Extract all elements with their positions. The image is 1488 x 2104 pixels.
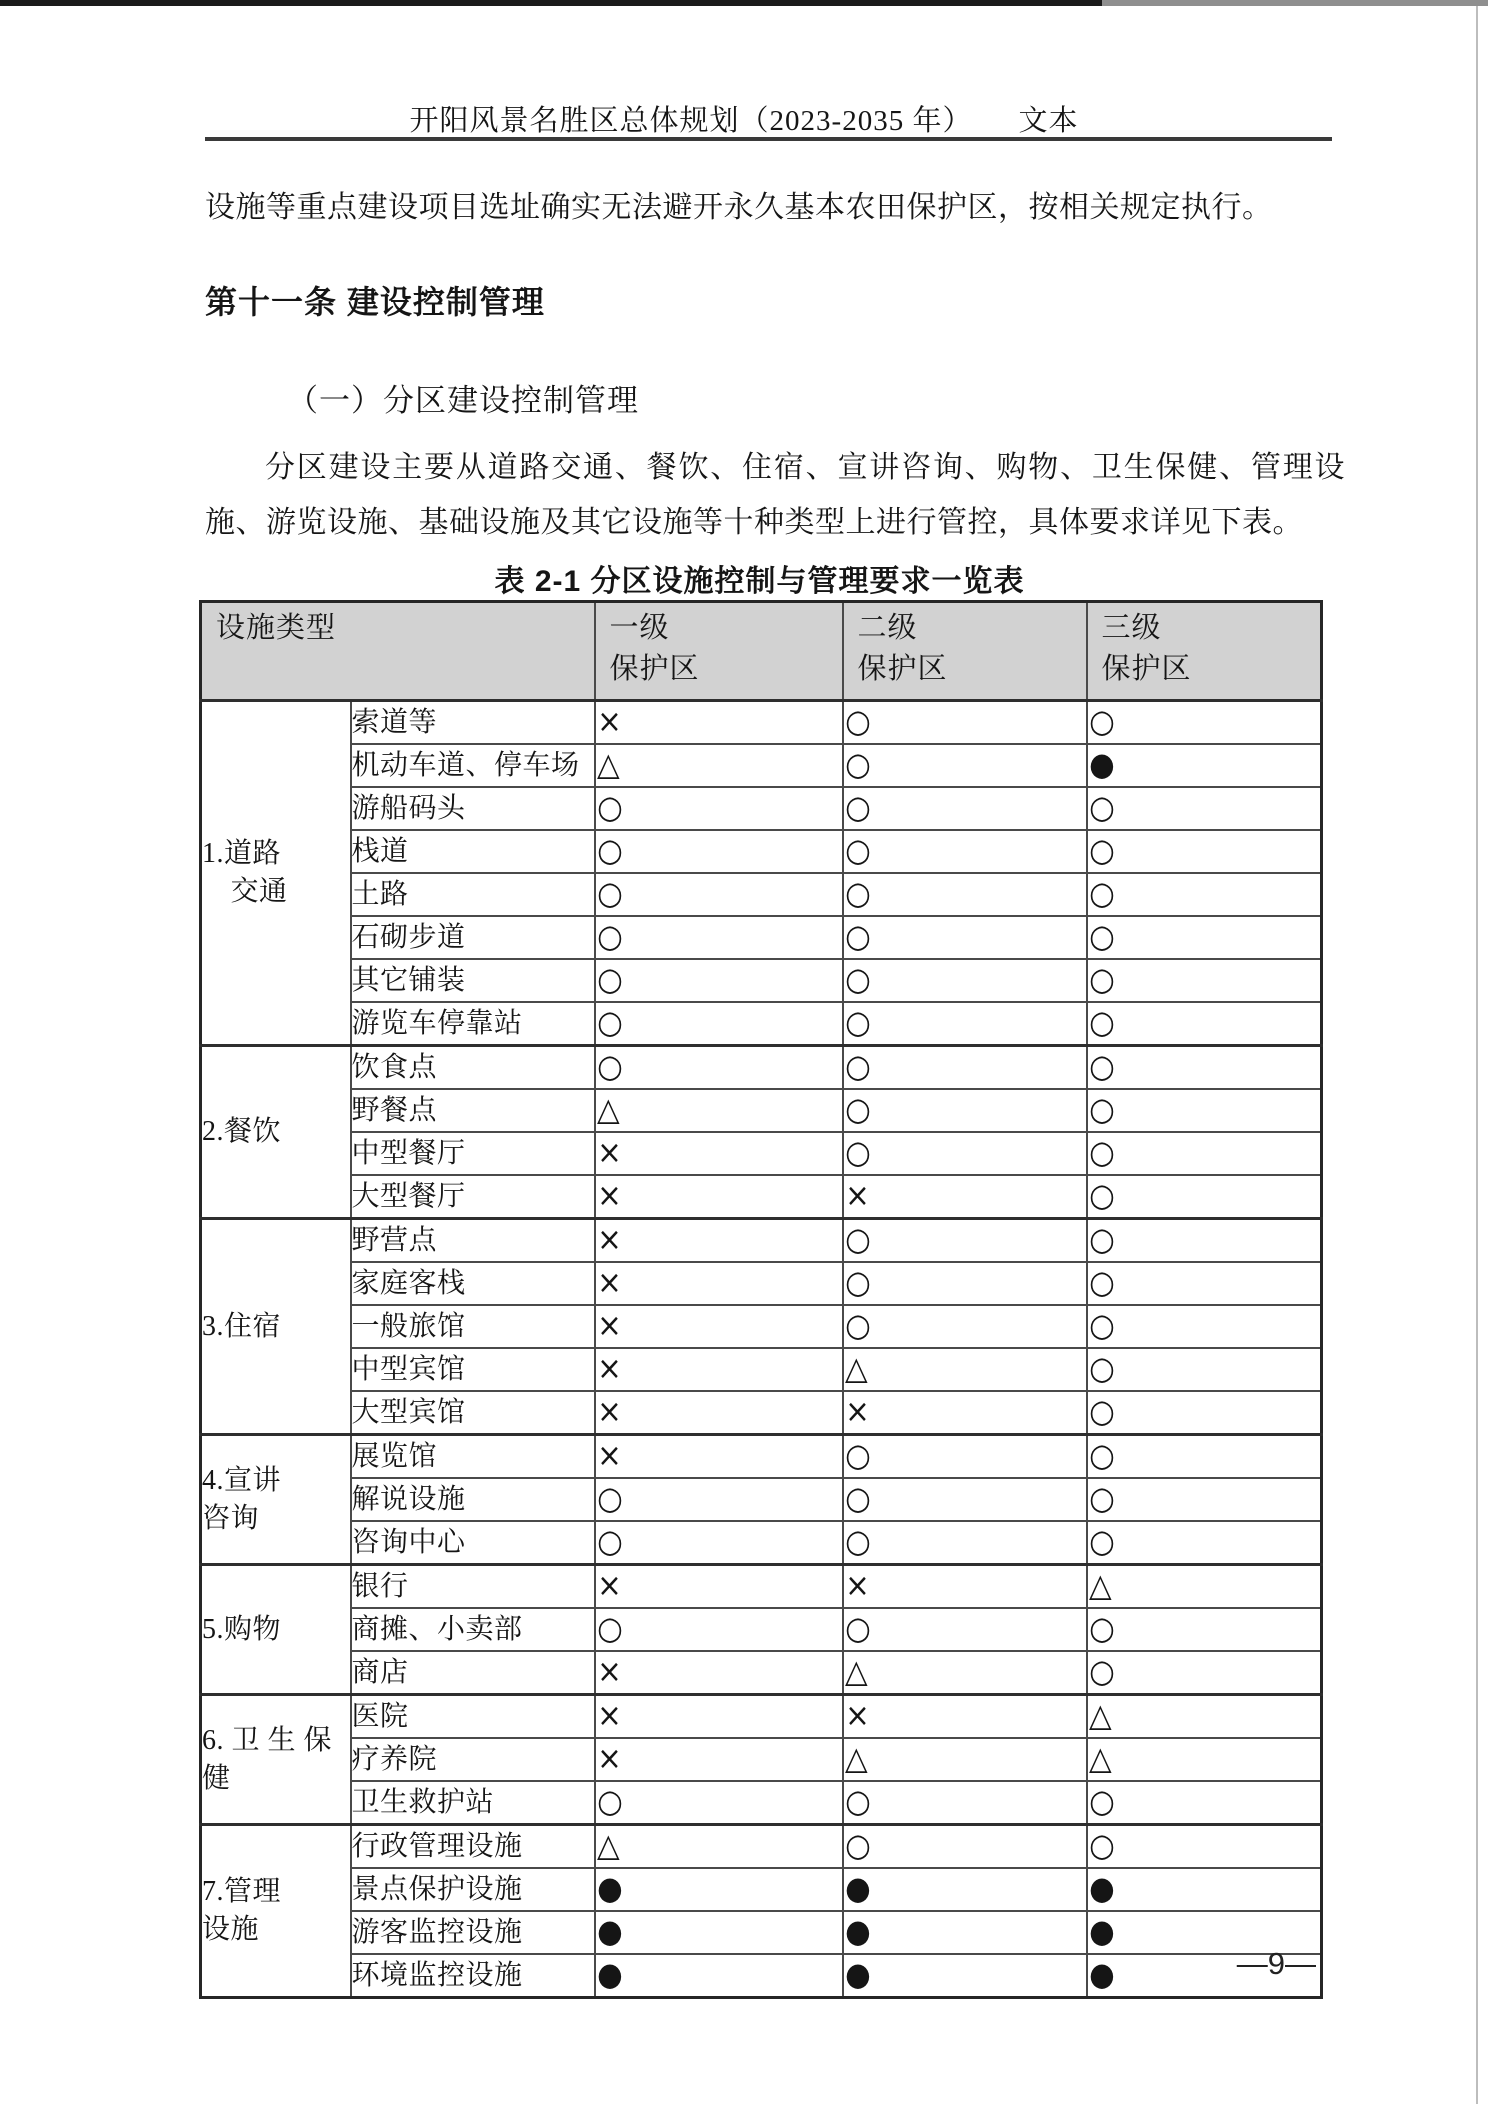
symbol-cell-l2 — [843, 1868, 1087, 1911]
control-symbol: × — [596, 1349, 622, 1387]
symbol-cell-l1 — [595, 1825, 843, 1869]
symbol-cell-l2 — [843, 1391, 1087, 1435]
control-symbol: ○ — [844, 1220, 871, 1258]
facility-item-cell: 石砌步道 — [351, 916, 595, 959]
symbol-cell-l3 — [1087, 1089, 1322, 1132]
control-symbol: × — [844, 1176, 870, 1214]
facility-item-cell: 野营点 — [351, 1219, 595, 1263]
control-symbol: ○ — [1088, 831, 1115, 869]
control-symbol: ○ — [596, 874, 623, 912]
paragraph-continuation: 设施等重点建设项目选址确实无法避开永久基本农田保护区，按相关规定执行。 — [205, 191, 1273, 224]
control-symbol: ○ — [844, 1047, 871, 1085]
facility-item-cell: 行政管理设施 — [351, 1825, 595, 1869]
control-symbol: ○ — [844, 702, 871, 740]
control-symbol: × — [596, 1263, 622, 1301]
category-line: 6. 卫 生 保 — [202, 1724, 333, 1756]
facility-item-cell: 解说设施 — [351, 1478, 595, 1521]
table-row — [201, 1002, 1322, 1046]
symbol-cell-l1 — [595, 1738, 843, 1781]
facility-item-cell: 卫生救护站 — [351, 1781, 595, 1825]
category-line: 交通 — [202, 876, 288, 907]
facility-item-cell: 环境监控设施 — [351, 1954, 595, 1998]
symbol-cell-l3 — [1087, 916, 1322, 959]
control-symbol: ○ — [596, 917, 623, 955]
control-symbol: ○ — [1088, 1479, 1115, 1517]
control-symbol: ○ — [1088, 1306, 1115, 1344]
symbol-cell-l3 — [1087, 1435, 1322, 1479]
control-symbol: ○ — [844, 1436, 871, 1474]
control-symbol: ○ — [1088, 1090, 1115, 1128]
control-symbol: ○ — [1088, 917, 1115, 955]
symbol-cell-l2 — [843, 873, 1087, 916]
control-symbol: × — [596, 1392, 622, 1430]
control-symbol: ○ — [844, 745, 871, 783]
table-row — [201, 830, 1322, 873]
control-symbol: × — [596, 1566, 622, 1604]
control-symbol: × — [596, 1652, 622, 1690]
table-row — [201, 959, 1322, 1002]
header-level2: 二级 保护区 — [843, 602, 1087, 701]
control-symbol: ● — [844, 1912, 871, 1950]
category-line: 2.餐饮 — [202, 1116, 282, 1147]
facility-item-cell: 栈道 — [351, 830, 595, 873]
control-symbol: × — [596, 1739, 622, 1777]
table-row — [201, 1219, 1322, 1263]
facility-item-cell: 医院 — [351, 1695, 595, 1739]
symbol-cell-l3 — [1087, 1262, 1322, 1305]
symbol-cell-l1 — [595, 1132, 843, 1175]
symbol-cell-l3 — [1087, 787, 1322, 830]
control-symbol: △ — [844, 1349, 868, 1387]
table-row — [201, 1781, 1322, 1825]
table-row — [201, 1608, 1322, 1651]
symbol-cell-l2 — [843, 1348, 1087, 1391]
control-symbol: ○ — [596, 1047, 623, 1085]
category-cell — [201, 1825, 351, 1998]
symbol-cell-l3 — [1087, 1219, 1322, 1263]
control-symbol: ○ — [596, 1003, 623, 1041]
symbol-cell-l1 — [595, 1046, 843, 1090]
facility-item-cell: 中型宾馆 — [351, 1348, 595, 1391]
control-symbol: × — [844, 1566, 870, 1604]
symbol-cell-l1 — [595, 916, 843, 959]
symbol-cell-l2 — [843, 1175, 1087, 1219]
header-level1: 一级 保护区 — [595, 602, 843, 701]
control-symbol: ○ — [844, 917, 871, 955]
control-symbol: × — [844, 1696, 870, 1734]
category-line: 7.管理 — [202, 1876, 282, 1907]
table-row — [201, 1954, 1322, 1998]
control-symbol: △ — [596, 745, 620, 783]
table-row — [201, 1565, 1322, 1609]
control-symbol: ○ — [1088, 1609, 1115, 1647]
header-rule — [205, 137, 1332, 141]
control-symbol: × — [596, 702, 622, 740]
control-symbol: ○ — [844, 831, 871, 869]
symbol-cell-l3 — [1087, 1175, 1322, 1219]
control-symbol: ○ — [1088, 1436, 1115, 1474]
facility-item-cell: 其它铺装 — [351, 959, 595, 1002]
table-row — [201, 1478, 1322, 1521]
control-symbol: △ — [844, 1652, 868, 1690]
symbol-cell-l3 — [1087, 1868, 1322, 1911]
table-row — [201, 1175, 1322, 1219]
symbol-cell-l1 — [595, 1608, 843, 1651]
facility-item-cell: 大型餐厅 — [351, 1175, 595, 1219]
control-symbol: ○ — [1088, 1220, 1115, 1258]
control-symbol: ○ — [596, 1522, 623, 1560]
facility-item-cell: 野餐点 — [351, 1089, 595, 1132]
control-symbol: ○ — [1088, 788, 1115, 826]
symbol-cell-l3 — [1087, 1608, 1322, 1651]
symbol-cell-l2 — [843, 1435, 1087, 1479]
control-symbol: ○ — [1088, 1263, 1115, 1301]
control-symbol: ○ — [596, 788, 623, 826]
facility-item-cell: 一般旅馆 — [351, 1305, 595, 1348]
category-line: 设施 — [202, 1914, 260, 1945]
table-row — [201, 1651, 1322, 1695]
control-symbol: × — [844, 1392, 870, 1430]
table-caption: 表 2-1 分区设施控制与管理要求一览表 — [494, 565, 1025, 598]
symbol-cell-l2 — [843, 1954, 1087, 1998]
table-row — [201, 1391, 1322, 1435]
control-symbol: ○ — [596, 1609, 623, 1647]
table-row — [201, 701, 1322, 745]
scan-right-edge — [1476, 6, 1478, 2104]
control-symbol: ○ — [844, 1782, 871, 1820]
facility-item-cell: 家庭客栈 — [351, 1262, 595, 1305]
symbol-cell-l3 — [1087, 1132, 1322, 1175]
control-symbol: ○ — [1088, 1652, 1115, 1690]
header-facility-type: 设施类型 — [201, 602, 595, 701]
symbol-cell-l1 — [595, 1348, 843, 1391]
category-cell — [201, 1435, 351, 1565]
category-line: 3.住宿 — [202, 1310, 282, 1342]
control-symbol: ○ — [844, 1522, 871, 1560]
symbol-cell-l2 — [843, 787, 1087, 830]
symbol-cell-l1 — [595, 1089, 843, 1132]
control-symbol: ○ — [844, 1306, 871, 1344]
control-symbol: △ — [1088, 1739, 1112, 1777]
control-symbol: × — [596, 1176, 622, 1214]
control-symbol: ○ — [844, 1479, 871, 1517]
table-row — [201, 1695, 1322, 1739]
symbol-cell-l3 — [1087, 830, 1322, 873]
control-symbol: ● — [1088, 1912, 1115, 1950]
facility-item-cell: 土路 — [351, 873, 595, 916]
symbol-cell-l3 — [1087, 873, 1322, 916]
symbol-cell-l3 — [1087, 1305, 1322, 1348]
symbol-cell-l3 — [1087, 701, 1322, 745]
symbol-cell-l1 — [595, 1868, 843, 1911]
symbol-cell-l1 — [595, 1911, 843, 1954]
facility-item-cell: 索道等 — [351, 701, 595, 745]
facility-item-cell: 景点保护设施 — [351, 1868, 595, 1911]
control-symbol: ○ — [844, 1263, 871, 1301]
symbol-cell-l3 — [1087, 1565, 1322, 1609]
symbol-cell-l2 — [843, 1262, 1087, 1305]
intro-paragraph: 分区建设主要从道路交通、餐饮、住宿、宣讲咨询、购物、卫生保健、管理设施、游览设施、基础设施及其它设施等十种类型上进行管控，具体要求详见下表。 — [205, 451, 1345, 539]
category-cell — [201, 701, 351, 1046]
control-symbol: ○ — [1088, 1003, 1115, 1041]
category-line: 4.宣讲 — [202, 1464, 282, 1496]
symbol-cell-l1 — [595, 1262, 843, 1305]
symbol-cell-l1 — [595, 1521, 843, 1565]
running-header-doctype: 文本 — [1018, 105, 1079, 137]
facility-item-cell: 咨询中心 — [351, 1521, 595, 1565]
symbol-cell-l2 — [843, 1219, 1087, 1263]
symbol-cell-l2 — [843, 1781, 1087, 1825]
symbol-cell-l1 — [595, 1175, 843, 1219]
symbol-cell-l2 — [843, 1911, 1087, 1954]
table-row — [201, 873, 1322, 916]
symbol-cell-l3 — [1087, 1825, 1322, 1869]
table-row — [201, 1825, 1322, 1869]
control-symbol: ● — [596, 1869, 623, 1907]
table-row — [201, 744, 1322, 787]
header-level3: 三级 保护区 — [1087, 602, 1322, 701]
symbol-cell-l3 — [1087, 1046, 1322, 1090]
symbol-cell-l2 — [843, 1132, 1087, 1175]
category-cell — [201, 1046, 351, 1219]
facility-item-cell: 银行 — [351, 1565, 595, 1609]
control-symbol: ● — [596, 1955, 623, 1993]
table-row — [201, 916, 1322, 959]
table-row — [201, 1305, 1322, 1348]
symbol-cell-l1 — [595, 1954, 843, 1998]
category-cell — [201, 1219, 351, 1435]
control-symbol: ● — [844, 1955, 871, 1993]
symbol-cell-l2 — [843, 744, 1087, 787]
running-header-title: 开阳风景名胜区总体规划（2023-2035 年） — [409, 105, 973, 137]
table-row — [201, 1521, 1322, 1565]
control-symbol: ○ — [844, 1133, 871, 1171]
symbol-cell-l1 — [595, 1391, 843, 1435]
symbol-cell-l3 — [1087, 1391, 1322, 1435]
facility-item-cell: 商摊、小卖部 — [351, 1608, 595, 1651]
symbol-cell-l1 — [595, 1219, 843, 1263]
facility-item-cell: 游船码头 — [351, 787, 595, 830]
symbol-cell-l1 — [595, 1002, 843, 1046]
symbol-cell-l3 — [1087, 1478, 1322, 1521]
control-symbol: ○ — [596, 831, 623, 869]
control-symbol: ● — [1088, 1869, 1115, 1907]
symbol-cell-l2 — [843, 1478, 1087, 1521]
facility-item-cell: 游览车停靠站 — [351, 1002, 595, 1046]
sub-heading: （一）分区建设控制管理 — [287, 383, 639, 418]
control-symbol: ○ — [1088, 1349, 1115, 1387]
control-symbol: ○ — [844, 960, 871, 998]
symbol-cell-l2 — [843, 701, 1087, 745]
table-header-row — [201, 602, 1322, 701]
table-row — [201, 1262, 1322, 1305]
control-symbol: × — [596, 1220, 622, 1258]
symbol-cell-l1 — [595, 1565, 843, 1609]
control-symbol: △ — [1088, 1566, 1112, 1604]
control-symbol: △ — [596, 1826, 620, 1864]
symbol-cell-l2 — [843, 916, 1087, 959]
page-number: —9— — [1236, 1946, 1316, 1981]
category-line: 5.购物 — [202, 1613, 282, 1645]
control-symbol: ○ — [1088, 1047, 1115, 1085]
symbol-cell-l1 — [595, 1695, 843, 1739]
control-symbol: ○ — [1088, 1782, 1115, 1820]
symbol-cell-l1 — [595, 959, 843, 1002]
control-symbol: ○ — [1088, 874, 1115, 912]
symbol-cell-l2 — [843, 1046, 1087, 1090]
control-symbol: △ — [1088, 1696, 1112, 1734]
facility-item-cell: 中型餐厅 — [351, 1132, 595, 1175]
table-row — [201, 1046, 1322, 1090]
control-symbol: ○ — [1088, 1826, 1115, 1864]
symbol-cell-l3 — [1087, 1002, 1322, 1046]
symbol-cell-l3 — [1087, 1738, 1322, 1781]
control-symbol: ● — [844, 1869, 871, 1907]
control-symbol: △ — [596, 1090, 620, 1128]
control-symbol: ● — [596, 1912, 623, 1950]
article-heading: 第十一条 建设控制管理 — [205, 284, 545, 320]
control-symbol: × — [596, 1696, 622, 1734]
control-symbol: × — [596, 1133, 622, 1171]
control-symbol: ○ — [1088, 1522, 1115, 1560]
facility-item-cell: 机动车道、停车场 — [351, 744, 595, 787]
symbol-cell-l1 — [595, 744, 843, 787]
symbol-cell-l2 — [843, 959, 1087, 1002]
facility-item-cell: 疗养院 — [351, 1738, 595, 1781]
symbol-cell-l2 — [843, 1002, 1087, 1046]
facility-item-cell: 展览馆 — [351, 1435, 595, 1479]
control-symbol: ○ — [596, 1782, 623, 1820]
control-symbol: ○ — [1088, 1176, 1115, 1214]
symbol-cell-l3 — [1087, 1781, 1322, 1825]
symbol-cell-l1 — [595, 1781, 843, 1825]
table-row — [201, 1132, 1322, 1175]
control-symbol: ○ — [844, 1826, 871, 1864]
symbol-cell-l2 — [843, 1089, 1087, 1132]
symbol-cell-l2 — [843, 1521, 1087, 1565]
facility-control-table — [199, 600, 1323, 1999]
control-symbol: ○ — [1088, 702, 1115, 740]
facility-item-cell: 游客监控设施 — [351, 1911, 595, 1954]
category-cell — [201, 1565, 351, 1695]
symbol-cell-l2 — [843, 1695, 1087, 1739]
control-symbol: ○ — [1088, 1392, 1115, 1430]
symbol-cell-l2 — [843, 1825, 1087, 1869]
facility-item-cell: 饮食点 — [351, 1046, 595, 1090]
symbol-cell-l3 — [1087, 744, 1322, 787]
control-symbol: ○ — [844, 788, 871, 826]
control-symbol: △ — [844, 1739, 868, 1777]
symbol-cell-l1 — [595, 787, 843, 830]
symbol-cell-l1 — [595, 1305, 843, 1348]
control-symbol: ● — [1088, 1955, 1115, 1993]
category-line: 健 — [202, 1762, 231, 1794]
table-row — [201, 1089, 1322, 1132]
table-row — [201, 1911, 1322, 1954]
control-symbol: ● — [1088, 745, 1115, 783]
table-row — [201, 1868, 1322, 1911]
symbol-cell-l2 — [843, 1608, 1087, 1651]
table-row — [201, 1738, 1322, 1781]
symbol-cell-l1 — [595, 1478, 843, 1521]
symbol-cell-l3 — [1087, 1695, 1322, 1739]
symbol-cell-l3 — [1087, 1521, 1322, 1565]
control-symbol: ○ — [1088, 960, 1115, 998]
running-header — [0, 98, 1488, 139]
symbol-cell-l3 — [1087, 1651, 1322, 1695]
control-symbol: ○ — [596, 1479, 623, 1517]
symbol-cell-l1 — [595, 1435, 843, 1479]
symbol-cell-l1 — [595, 873, 843, 916]
table-row — [201, 1435, 1322, 1479]
control-symbol: ○ — [844, 1090, 871, 1128]
facility-item-cell: 商店 — [351, 1651, 595, 1695]
symbol-cell-l2 — [843, 1305, 1087, 1348]
category-line: 咨询 — [202, 1502, 260, 1534]
symbol-cell-l2 — [843, 830, 1087, 873]
table-row — [201, 787, 1322, 830]
symbol-cell-l3 — [1087, 1348, 1322, 1391]
control-symbol: ○ — [596, 960, 623, 998]
symbol-cell-l1 — [595, 701, 843, 745]
scan-top-edge-light — [1102, 0, 1488, 6]
symbol-cell-l3 — [1087, 959, 1322, 1002]
symbol-cell-l1 — [595, 830, 843, 873]
control-symbol: ○ — [844, 1003, 871, 1041]
category-cell — [201, 1695, 351, 1825]
facility-item-cell: 大型宾馆 — [351, 1391, 595, 1435]
symbol-cell-l2 — [843, 1565, 1087, 1609]
category-line: 1.道路 — [202, 838, 282, 869]
control-symbol: × — [596, 1436, 622, 1474]
scan-top-edge-dark — [0, 0, 1102, 6]
symbol-cell-l1 — [595, 1651, 843, 1695]
symbol-cell-l2 — [843, 1738, 1087, 1781]
table-row — [201, 1348, 1322, 1391]
control-symbol: ○ — [844, 1609, 871, 1647]
control-symbol: ○ — [844, 874, 871, 912]
control-symbol: × — [596, 1306, 622, 1344]
control-symbol: ○ — [1088, 1133, 1115, 1171]
symbol-cell-l2 — [843, 1651, 1087, 1695]
